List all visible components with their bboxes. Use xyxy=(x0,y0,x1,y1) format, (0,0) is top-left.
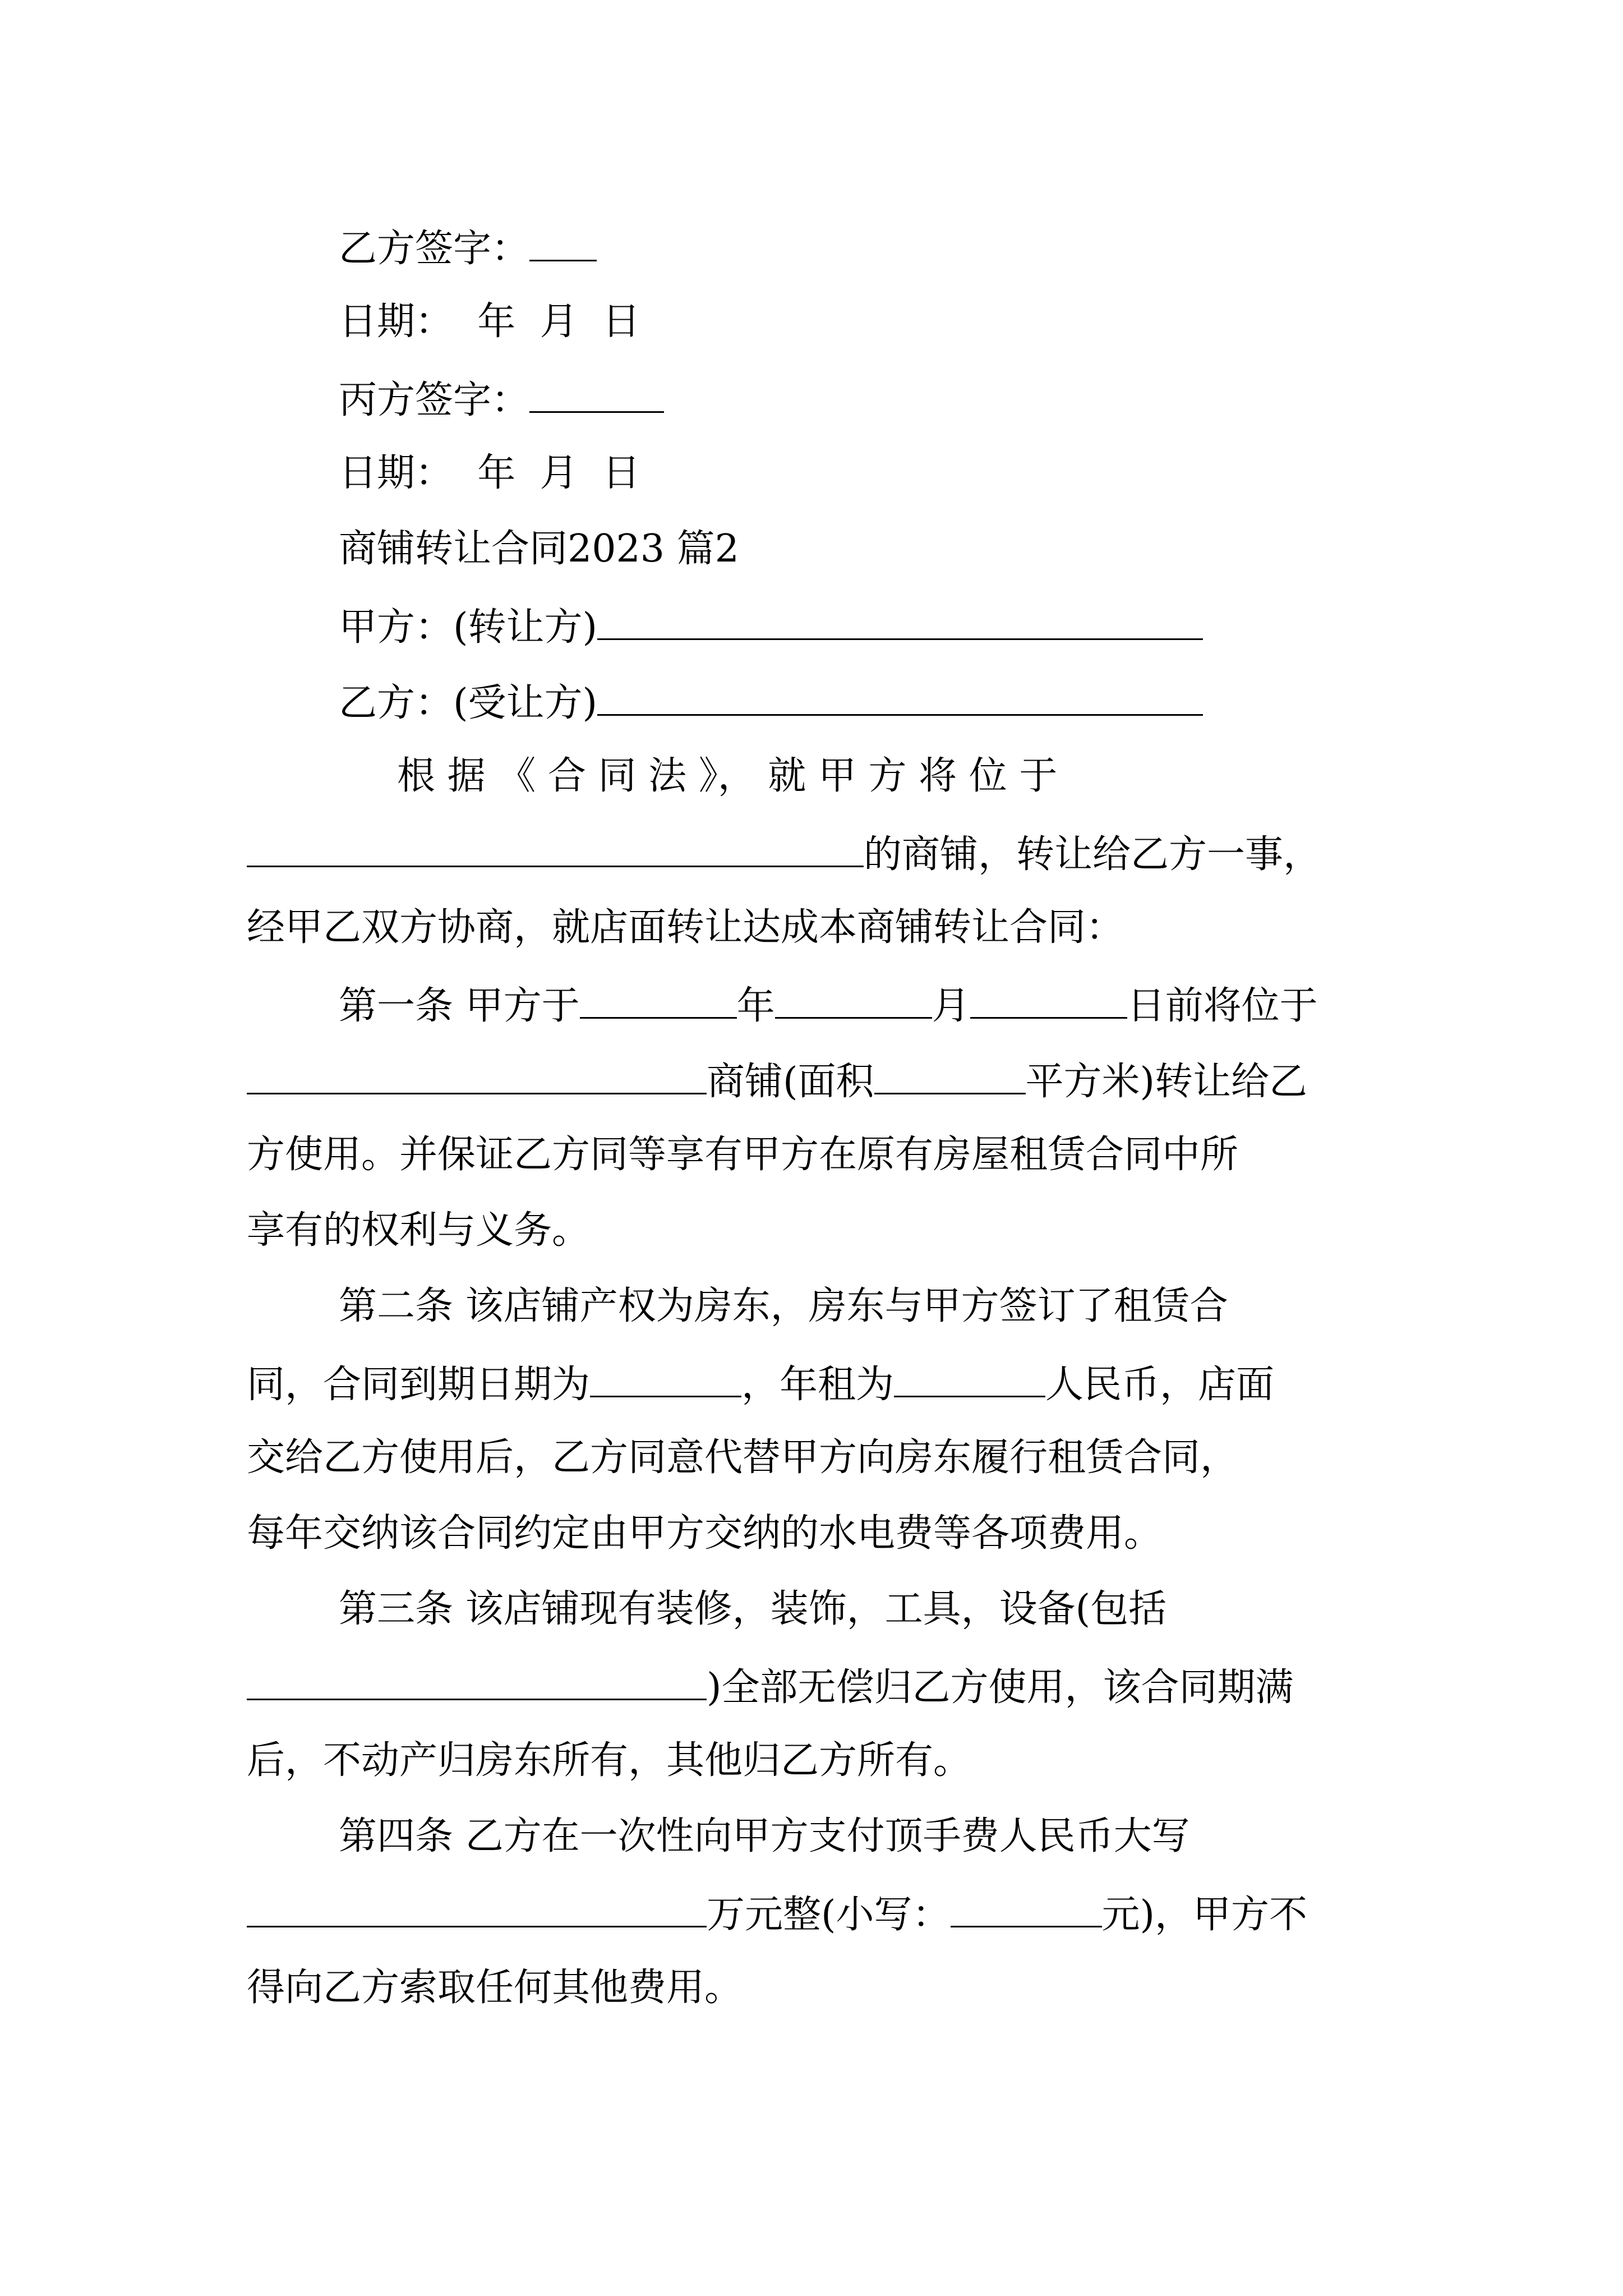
article-3-line-3: 后，不动产归房东所有，其他归乙方所有。 xyxy=(247,1738,972,1783)
date-line-2 xyxy=(339,451,640,495)
article-4-line-3: 得向乙方索取任何其他费用。 xyxy=(247,1966,743,2010)
yi-signature-label: 乙方签字： xyxy=(339,227,530,271)
article-2-expiry-blank xyxy=(590,1363,741,1397)
article-2-rent-label: ，年租为 xyxy=(741,1363,895,1407)
article-3-line-1: 第三条 该店铺现有装修，装饰，工具，设备(包括 xyxy=(339,1587,1167,1631)
article-1-line-1 xyxy=(339,984,1318,1028)
date-label-2: 日期： xyxy=(339,451,454,495)
party-b-label: 乙方：(受让方) xyxy=(339,681,598,725)
article-2-line-2 xyxy=(247,1363,1275,1407)
article-4-line-2 xyxy=(247,1893,1308,1937)
party-a-blank xyxy=(597,606,1203,640)
article-4-line-1: 第四条 乙方在一次性向甲方支付顶手费人民币大写 xyxy=(339,1814,1190,1858)
article-1-year-label: 年 xyxy=(736,984,775,1028)
article-3-line-2-text: )全部无偿归乙方使用，该合同期满 xyxy=(707,1665,1294,1710)
article-1-line-4: 享有的权利与义务。 xyxy=(247,1208,591,1253)
intro-location-blank xyxy=(247,833,864,867)
intro-line-2 xyxy=(247,832,1322,877)
party-a-line xyxy=(339,605,1203,650)
article-1-line-2 xyxy=(247,1060,1308,1104)
yi-signature-blank xyxy=(529,227,597,261)
article-1-year-blank xyxy=(580,984,737,1019)
article-1-month-blank xyxy=(775,984,932,1019)
date-ymd-1: 年 月 日 xyxy=(477,300,640,344)
article-2-rent-blank xyxy=(894,1363,1045,1397)
bing-signature-line xyxy=(339,379,664,420)
article-2-line-4: 每年交纳该合同约定由甲方交纳的水电费等各项费用。 xyxy=(247,1511,1163,1556)
bing-signature-blank xyxy=(529,379,664,413)
intro-line-3: 经甲乙双方协商，就店面转让达成本商铺转让合同： xyxy=(247,905,1124,950)
article-1-line-3: 方使用。并保证乙方同等享有甲方在原有房屋租赁合同中所 xyxy=(247,1133,1239,1177)
article-2-line-3: 交给乙方使用后，乙方同意代替甲方向房东履行租赁合同， xyxy=(247,1435,1239,1480)
article-2-expiry-label: 同，合同到期日期为 xyxy=(247,1363,591,1407)
party-a-label: 甲方：(转让方) xyxy=(339,605,598,650)
yi-signature-line xyxy=(339,227,597,271)
article-3-line-2 xyxy=(247,1665,1294,1710)
article-1-month-label: 月 xyxy=(932,984,970,1028)
contract-heading: 商铺转让合同2023 篇2 xyxy=(339,527,739,571)
date-label-1: 日期： xyxy=(339,300,454,344)
article-1-area-label: 商铺(面积 xyxy=(707,1060,874,1104)
date-line-1 xyxy=(339,300,640,344)
date-ymd-2: 年 月 日 xyxy=(477,451,640,495)
article-3-items-blank xyxy=(247,1666,707,1700)
article-4-amount-unit: 元)，甲方不 xyxy=(1101,1893,1308,1937)
article-2-rent-unit: 人民币，店面 xyxy=(1045,1363,1275,1407)
article-1-lead: 第一条 甲方于 xyxy=(339,984,580,1028)
intro-line-2-text: 的商铺，转让给乙方一事， xyxy=(864,832,1322,877)
article-4-amount-label: 万元整(小写： xyxy=(707,1893,951,1937)
party-b-line xyxy=(339,682,1203,723)
article-1-day-blank xyxy=(970,984,1127,1019)
article-1-area-blank xyxy=(874,1060,1026,1094)
article-1-location-blank xyxy=(247,1060,707,1094)
article-2-line-1: 第二条 该店铺产权为房东，房东与甲方签订了租赁合 xyxy=(339,1284,1228,1328)
intro-line-1: 根 据 《 合 同 法 》， 就 甲 方 将 位 于 xyxy=(397,754,1058,798)
article-4-amount-words-blank xyxy=(247,1893,707,1927)
article-4-amount-number-blank xyxy=(951,1893,1102,1927)
article-1-day-label: 日前将位于 xyxy=(1127,984,1318,1028)
bing-signature-label: 丙方签字： xyxy=(339,378,530,422)
party-b-blank xyxy=(597,682,1203,716)
article-1-area-unit: 平方米)转让给乙 xyxy=(1025,1060,1308,1104)
